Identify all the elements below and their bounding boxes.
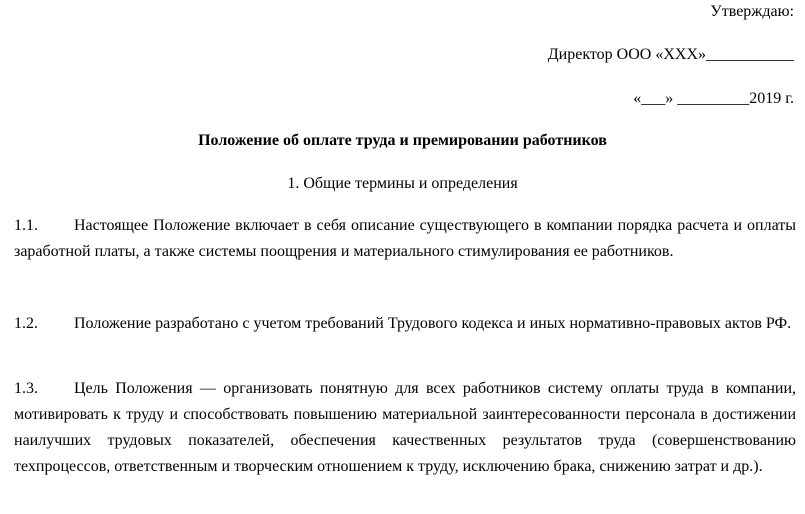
document-title: Положение об оплате труда и премировании работников [198,132,607,149]
paragraph-number: 1.3. [14,380,38,397]
approval-date-line: «___» _________2019 г. [633,90,794,107]
approval-label: Утверждаю: [710,3,794,20]
section-heading: 1. Общие термины и определения [287,175,518,192]
paragraph-number: 1.1. [14,217,38,234]
paragraph-text: Настоящее Положение включает в себя описание существующего в компании порядка расчета и оплаты заработной платы, а также системы поощрения и материального стимулирования ее работников. [14,217,796,260]
paragraph-number: 1.2. [14,315,38,332]
paragraph-text: Цель Положения — организовать понятную для всех работников систему оплаты труда в компании, мотивировать к труду и способствовать повышению материальной заинтересованности персонала в достижении наилучших трудовых показателей, обеспечения качественных результатов труда (совершенствованию техпроцессов, ответственным и творческим отношением к труду, исключению брака, снижению затрат и др.). [14,380,796,475]
approval-director-line: Директор ООО «XXX»___________ [547,46,794,63]
paragraph-text: Положение разработано с учетом требований Трудового кодекса и иных нормативно-правовых актов РФ. [74,315,792,332]
paragraph-1-3 [14,376,796,480]
paragraph-1-1 [14,213,796,265]
paragraph-1-2 [14,311,796,337]
